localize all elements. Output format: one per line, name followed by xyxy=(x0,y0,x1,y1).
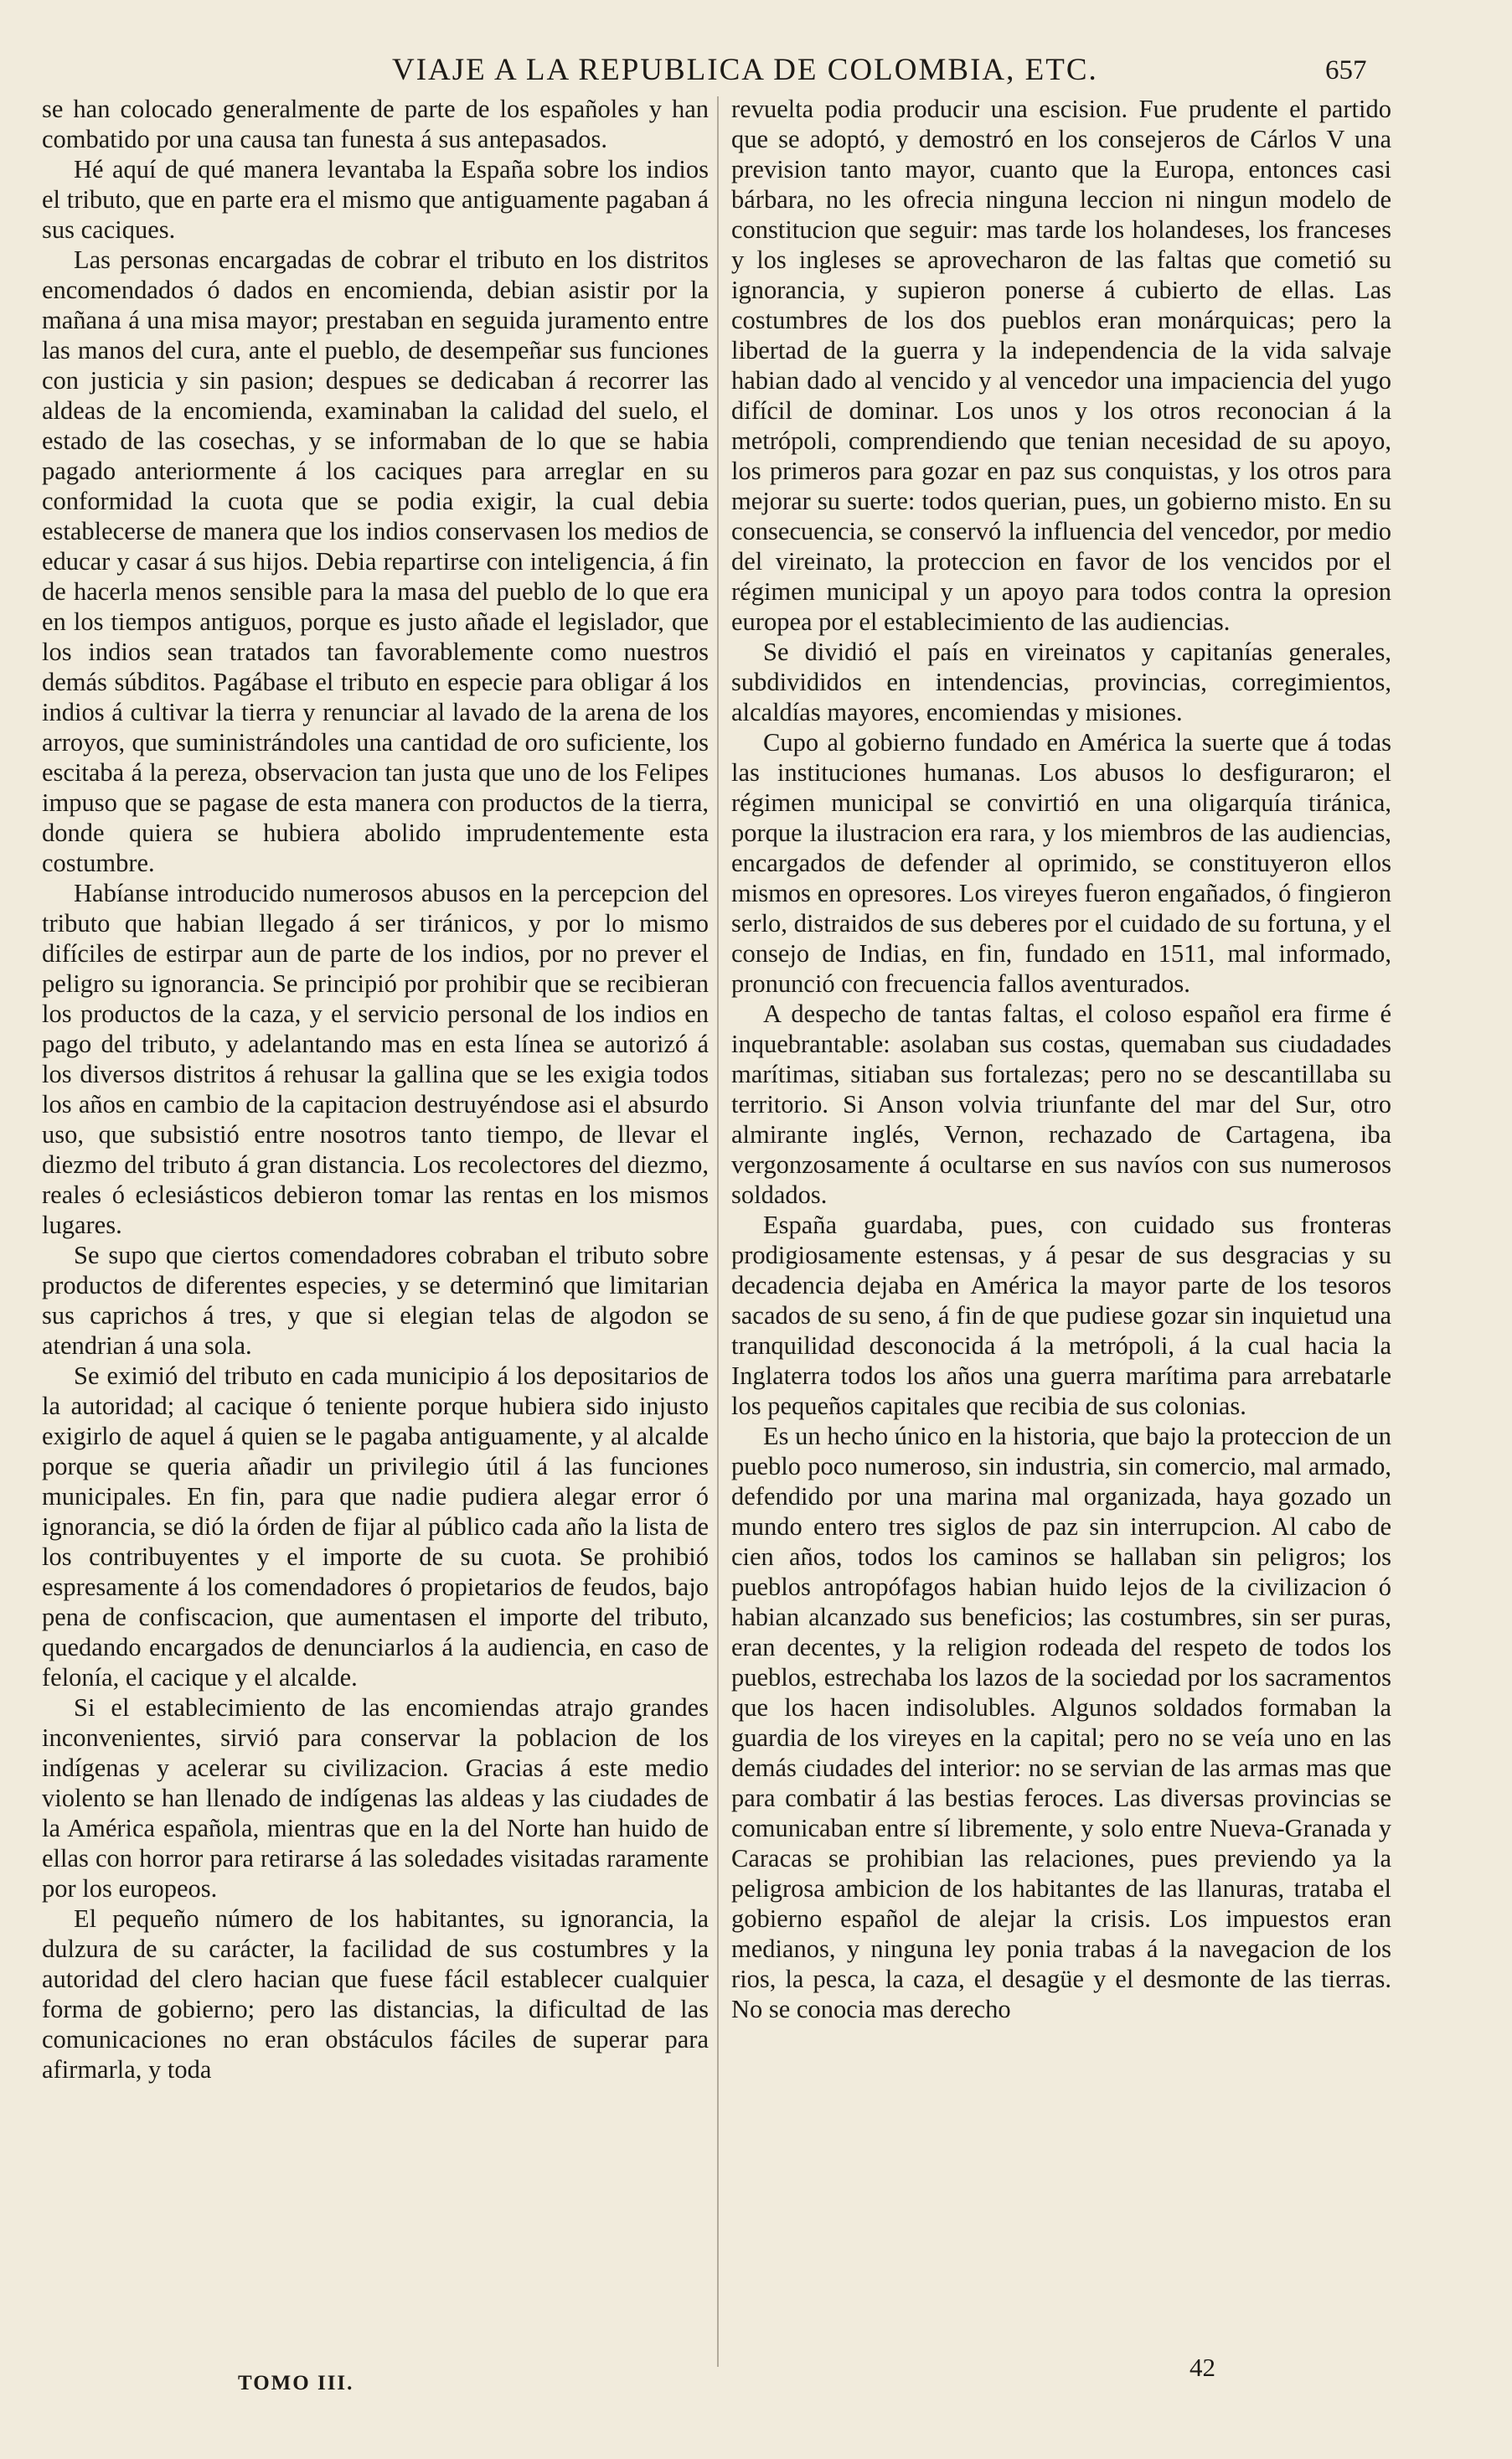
paragraph: se han colocado generalmente de parte de los españoles y han combatido por una causa tan funesta á sus antepasados. xyxy=(42,95,709,153)
right-column xyxy=(731,94,1391,2024)
paragraph: Se dividió el país en vireinatos y capitanías generales, subdivididos en intendencias, provincias, corregimientos, alcaldías mayores, encomiendas y misiones. xyxy=(731,638,1391,726)
paragraph: El pequeño número de los habitantes, su ignorancia, la dulzura de su carácter, la facilidad de sus costumbres y la autoridad del clero hacian que fuese fácil establecer cualquier forma de gobierno; pero las distancias, la dificultad de las comunicaciones no eran obstáculos fáciles de superar para afirmarla, y toda xyxy=(42,1904,709,2084)
paragraph: Las personas encargadas de cobrar el tributo en los distritos encomendados ó dados en encomienda, debian asistir por la mañana á una misa mayor; prestaban en seguida juramento entre las manos del cura, ante el pueblo, de desempeñar sus funciones con justicia y sin pasion; despues se dedicaban á recorrer las aldeas de la encomienda, examinaban la calidad del suelo, el estado de las cosechas, y se informaban de lo que se habia pagado anteriormente á los caciques para arreglar en su conformidad la cuota que se podia exigir, la cual debia establecerse de manera que los indios conservasen los medios de educar y casar á sus hijos. Debia repartirse con inteligencia, á fin de hacerla menos sensible para la masa del pueblo de lo que era en los tiempos antiguos, porque es justo añade el legislador, que los indios sean tratados tan favorablemente como nuestros demás súbditos. Pagábase el tributo en especie para obligar á los indios á cultivar la tierra y renunciar al lavado de la arena de los arroyos, que suministrándoles una cantidad de oro suficiente, los escitaba á la pereza, observacion tan justa que uno de los Felipes impuso que se pagase de esta manera con productos de la tierra, donde quiera se hubiera abolido imprudentemente esta costumbre. xyxy=(42,245,709,877)
running-title: VIAJE A LA REPUBLICA DE COLOMBIA, ETC. xyxy=(392,53,1098,87)
paragraph: A despecho de tantas faltas, el coloso español era firme é inquebrantable: asolaban sus costas, quemaban sus ciudadades marítimas, sitiaban sus fortalezas; pero no se descantillaba su territorio. Si Anson volvia triunfante del mar del Sur, otro almirante inglés, Vernon, rechazado de Cartagena, iba vergonzosamente á ocultarse en sus navíos con sus numerosos soldados. xyxy=(731,1000,1391,1209)
volume-label: TOMO III. xyxy=(238,2372,354,2394)
paragraph: España guardaba, pues, con cuidado sus fronteras prodigiosamente estensas, y á pesar de sus desgracias y su decadencia dejaba en América la mayor parte de los tesoros sacados de su seno, á fin de que pudiese gozar sin inquietud una tranquilidad desconocida á la metrópoli, á la cual hacia la Inglaterra todos los años una guerra marítima para arrebatarle los pequeños capitales que recibia de sus colonias. xyxy=(731,1211,1391,1420)
paragraph: Es un hecho único en la historia, que bajo la proteccion de un pueblo poco numeroso, sin industria, sin comercio, mal armado, defendido por una marina mal organizada, haya gozado un mundo entero tres siglos de paz sin interrupcion. Al cabo de cien años, todos los caminos se hallaban sin peligros; los pueblos antropófagos habian huido lejos de la civilizacion ó habian alcanzado sus beneficios; las costumbres, sin ser puras, eran decentes, y la religion rodeada del respeto de todos los pueblos, estrechaba los lazos de la sociedad por los sacramentos que los hacen indisolubles. Algunos soldados formaban la guardia de los vireyes en la capital; pero no se veía uno en las demás ciudades del interior: no se servian de las armas mas que para combatir á las bestias feroces. Las diversas provincias se comunicaban entre sí libremente, y solo entre Nueva-Granada y Caracas se prohibian las relaciones, pues previendo ya la peligrosa ambicion de los habitantes de las llanuras, trataba el gobierno español de alejar la crisis. Los impuestos eran medianos, y ninguna ley ponia trabas á la navegacion de los rios, la pesca, la caza, el desagüe y el desmonte de las tierras. No se conocia mas derecho xyxy=(731,1422,1391,2023)
left-column xyxy=(42,94,709,2084)
paragraph: revuelta podia producir una escision. Fue prudente el partido que se adoptó, y demostró en los consejeros de Cárlos V una prevision tanto mayor, cuanto que la Europa, entonces casi bárbara, no les ofrecia ninguna leccion ni ningun modelo de constitucion que seguir: mas tarde los holandeses, los franceses y los ingleses se aprovecharon de las faltas que cometió su ignorancia, y supieron ponerse á cubierto de ellas. Las costumbres de los dos pueblos eran monárquicas; pero la libertad de la guerra y la independencia de la vida salvaje habian dado al vencido y al vencedor una impaciencia del yugo difícil de dominar. Los unos y los otros reconocian á la metrópoli, comprendiendo que tenian necesidad de su apoyo, los primeros para gozar en paz sus conquistas, y los otros para mejorar su suerte: todos querian, pues, un gobierno misto. En su consecuencia, se conservó la influencia del vencedor, por medio del vireinato, la proteccion en favor de los vencidos por el régimen municipal y un apoyo para todos contra la opresion europea por el establecimiento de las audiencias. xyxy=(731,95,1391,636)
running-header xyxy=(0,52,1512,90)
paragraph: Habíanse introducido numerosos abusos en la percepcion del tributo que habian llegado á ser tiránicos, y por lo mismo difíciles de estirpar aun de parte de los indios, por no prever el peligro su ignorancia. Se principió por prohibir que se recibieran los productos de la caza, y el servicio personal de los indios en pago del tributo, y adelantando mas en esta línea se autorizó á los diversos distritos á rehusar la gallina que se les exigia todos los años en cambio de la capitacion destruyéndose asi el absurdo uso, que subsistió entre nosotros tanto tiempo, de llevar el diezmo del tributo á gran distancia. Los recolectores del diezmo, reales ó eclesiásticos debieron tomar las rentas en los mismos lugares. xyxy=(42,879,709,1239)
paragraph: Cupo al gobierno fundado en América la suerte que á todas las instituciones humanas. Los abusos lo desfiguraron; el régimen municipal se convirtió en una oligarquía tiránica, porque la ilustracion era rara, y los miembros de las audiencias, encargados de defender al oprimido, se constituyeron ellos mismos en opresores. Los vireyes fueron engañados, ó fingieron serlo, distraidos de sus deberes por el cuidado de su fortuna, y el consejo de Indias, en fin, fundado en 1511, mal informado, pronunció con frecuencia fallos aventurados. xyxy=(731,728,1391,998)
column-divider xyxy=(717,96,719,2367)
paragraph: Se eximió del tributo en cada municipio á los depositarios de la autoridad; al cacique ó teniente porque hubiera sido injusto exigirlo de aquel á quien se le pagaba antiguamente, y al alcalde porque se queria añadir un privilegio útil á las funciones municipales. En fin, para que nadie pudiera alegar error ó ignorancia, se dió la órden de fijar al público cada año la lista de los contribuyentes y el importe de su cuota. Se prohibió espresamente á los comendadores ó propietarios de feudos, bajo pena de confiscacion, que aumentasen el importe del tributo, quedando encargados de denunciarlos á la audiencia, en caso de felonía, el cacique y el alcalde. xyxy=(42,1361,709,1692)
paragraph: Hé aquí de qué manera levantaba la España sobre los indios el tributo, que en parte era el mismo que antiguamente pagaban á sus caciques. xyxy=(42,155,709,244)
signature-mark: 42 xyxy=(1189,2353,1215,2382)
paragraph: Si el establecimiento de las encomiendas atrajo grandes inconvenientes, sirvió para conservar la poblacion de los indígenas y acelerar su civilizacion. Gracias á este medio violento se han llenado de indígenas las aldeas y las ciudades de la América española, mientras que en la del Norte han huido de ellas con horror para retirarse á las soledades visitadas raramente por los europeos. xyxy=(42,1693,709,1903)
page-number: 657 xyxy=(1325,55,1367,85)
paragraph: Se supo que ciertos comendadores cobraban el tributo sobre productos de diferentes especies, y se determinó que limitarian sus caprichos á tres, y que si elegian telas de algodon se atendrian á una sola. xyxy=(42,1241,709,1360)
